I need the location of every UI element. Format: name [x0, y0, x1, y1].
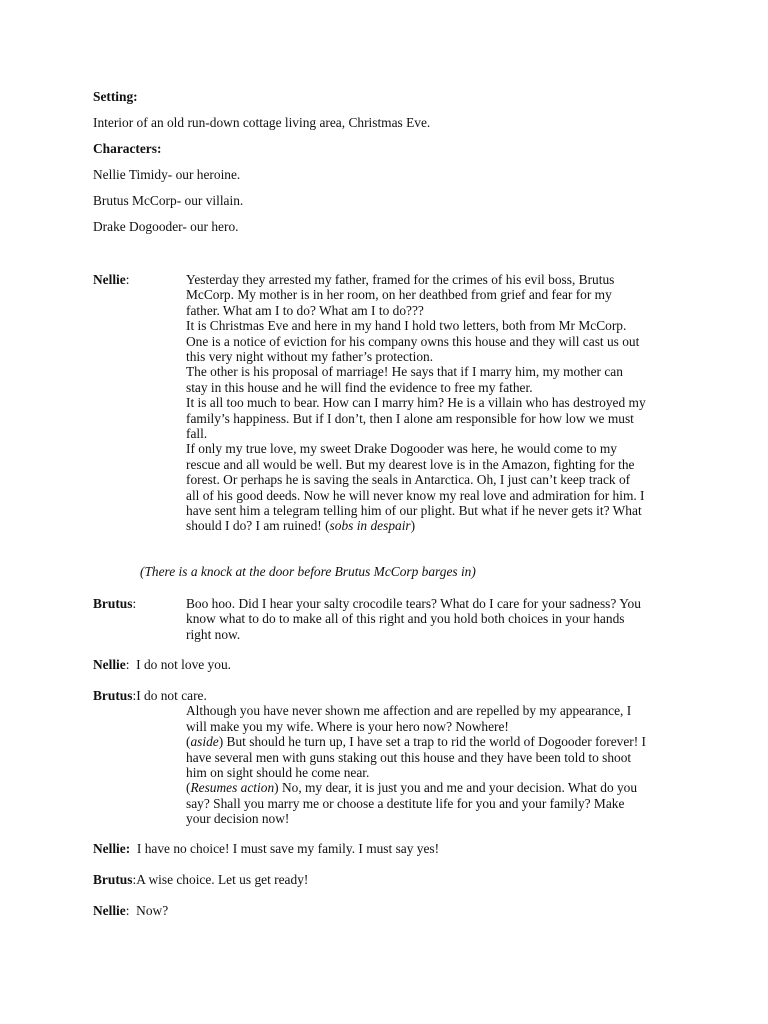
setting-text: Interior of an old run-down cottage living area, Christmas Eve.	[93, 115, 431, 130]
nellie-reply: Nellie: I have no choice! I must save my family. I must say yes!	[93, 841, 440, 856]
nellie-line: this very night without my father’s protection.	[186, 349, 434, 364]
brutus-resume-line: (Resumes action) No, my dear, it is just you and me and your decision. What do you	[186, 780, 638, 796]
brutus-aside-line: (aside) But should he turn up, I have set a trap to rid the world of Dogooder forever! I	[186, 734, 646, 750]
brutus-line: will make you my wife. Where is your hero now? Nowhere!	[186, 718, 509, 734]
speaker-nellie: Nellie:	[93, 272, 130, 287]
nellie-line: all of his good deeds. Now he will never know my real love and admiration for him. I	[186, 487, 645, 503]
brutus-line: right now.	[186, 626, 241, 642]
nellie-line: McCorp. My mother is in her room, on her deathbed from grief and fear for my	[186, 287, 612, 303]
nellie-line: If only my true love, my sweet Drake Dogooder was here, he would come to my	[186, 441, 617, 457]
nellie-line: One is a notice of eviction for his company owns this house and they will cast us out	[186, 333, 640, 349]
nellie-line-last: should I do? I am ruined! (sobs in despair)	[186, 518, 416, 534]
brutus-reply: Brutus:I do not care.	[93, 688, 207, 703]
nellie-line: fall.	[186, 426, 208, 441]
nellie-reply: Nellie: Now?	[93, 903, 169, 918]
nellie-line: rescue and all would be well. But my dearest love is in the Amazon, fighting for the	[186, 456, 635, 472]
brutus-reply: Brutus:A wise choice. Let us get ready!	[93, 872, 309, 887]
nellie-line: have sent him a telegram telling him of our plight. But what if he never gets it? What	[186, 503, 642, 518]
brutus-line: say? Shall you marry me or choose a destitute life for you and your family? Make	[186, 795, 625, 811]
character-drake: Drake Dogooder- our hero.	[93, 219, 239, 234]
setting-heading: Setting:	[93, 89, 138, 104]
stage-direction: (There is a knock at the door before Brutus McCorp barges in)	[140, 564, 476, 579]
brutus-line: Although you have never shown me affection and are repelled by my appearance, I	[186, 703, 632, 719]
nellie-line: forest. Or perhaps he is saving the seals in Antarctica. Oh, I just can’t keep track of	[186, 472, 631, 488]
nellie-line: father. What am I to do? What am I to do???	[186, 302, 424, 318]
brutus-line: Boo hoo. Did I hear your salty crocodile tears? What do I care for your sadness? You	[186, 596, 641, 611]
nellie-line: Yesterday they arrested my father, framed for the crimes of his evil boss, Brutus	[186, 272, 615, 287]
brutus-line: know what to do to make all of this right and you hold both choices in your hands	[186, 611, 625, 627]
nellie-line: family’s happiness. But if I don’t, then I alone am responsible for how low we must	[186, 410, 634, 426]
brutus-line: him on sight should he come near.	[186, 765, 370, 780]
nellie-reply: Nellie: I do not love you.	[93, 657, 231, 672]
nellie-line: stay in this house and he will find the evidence to free my father.	[186, 379, 533, 395]
brutus-line: your decision now!	[186, 811, 290, 827]
character-brutus: Brutus McCorp- our villain.	[93, 193, 244, 208]
nellie-line: It is Christmas Eve and here in my hand I hold two letters, both from Mr McCorp.	[186, 318, 627, 334]
nellie-line: The other is his proposal of marriage! He says that if I marry him, my mother can	[186, 364, 623, 380]
speaker-brutus: Brutus:	[93, 596, 137, 611]
character-nellie: Nellie Timidy- our heroine.	[93, 167, 241, 182]
nellie-line: It is all too much to bear. How can I marry him? He is a villain who has destroyed my	[186, 395, 646, 411]
characters-heading: Characters:	[93, 141, 162, 156]
brutus-line: have several men with guns staking out this house and they have been told to shoot	[186, 749, 632, 765]
